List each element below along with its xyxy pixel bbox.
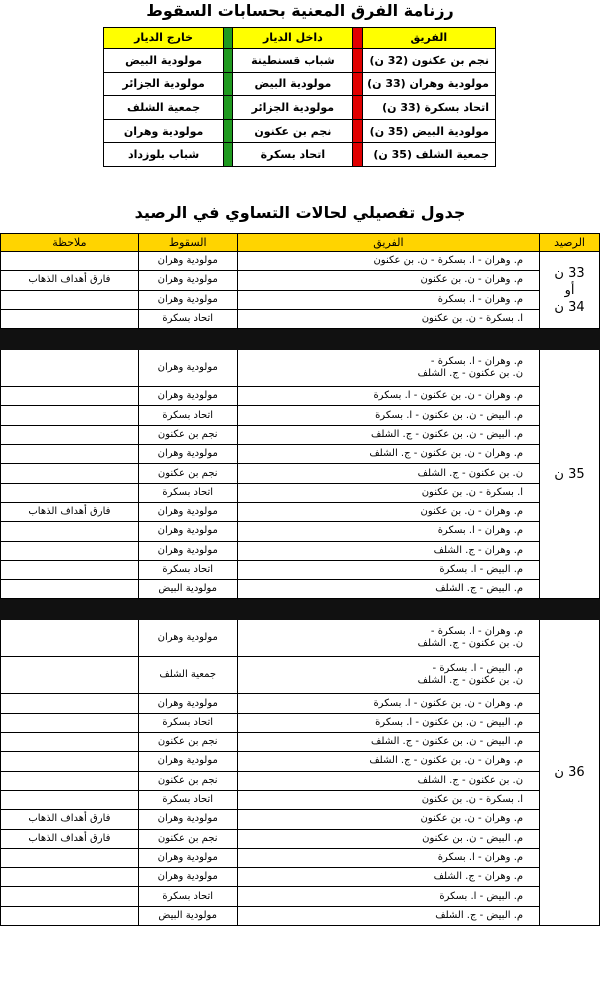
note-cell: فارق أهداف الذهاب: [1, 502, 139, 521]
relegated-cell: اتحاد بسكرة: [138, 483, 237, 502]
teams-line: م. وهران - ا. بسكرة -: [430, 356, 524, 368]
teams-line: م. البيض - ن. بن عكنون - ا. بسكرة: [375, 716, 524, 728]
note-cell: [1, 290, 139, 309]
teams-line: م. وهران - ا. بسكرة -: [430, 626, 524, 638]
band-cell: [1, 329, 600, 350]
tie-row: [1, 309, 600, 328]
teams-cell: [237, 906, 539, 925]
fixture-away: شباب بلوزداد: [104, 143, 224, 167]
teams-cell: [237, 425, 539, 444]
tie-row: [1, 620, 600, 657]
tie-row: [1, 290, 600, 309]
header-note: ملاحظة: [1, 234, 139, 252]
teams-line: ا. بسكرة - ن. بن عكنون: [421, 313, 524, 325]
fixtures-table: [103, 27, 496, 167]
fixture-team: نجم بن عكنون (32 ن): [362, 49, 495, 73]
tie-row: [1, 887, 600, 906]
tie-row: [1, 522, 600, 541]
teams-cell: [237, 483, 539, 502]
relegated-cell: مولودية وهران: [138, 290, 237, 309]
teams-line: ن. بن عكنون - ج. الشلف: [417, 467, 524, 479]
teams-line: م. وهران - ا. بسكرة: [437, 525, 524, 537]
tie-row: [1, 350, 600, 387]
teams-line: م. البيض - ج. الشلف: [435, 909, 524, 921]
note-cell: [1, 790, 139, 809]
teams-line: م. وهران - ج. الشلف: [433, 544, 524, 556]
teams-cell: [237, 752, 539, 771]
teams-cell: [237, 445, 539, 464]
separator-red: [353, 119, 362, 143]
tie-row: [1, 810, 600, 829]
relegated-cell: مولودية وهران: [138, 620, 237, 657]
relegated-cell: اتحاد بسكرة: [138, 406, 237, 425]
note-cell: فارق أهداف الذهاب: [1, 810, 139, 829]
fixture-row: [104, 49, 496, 73]
teams-cell: [237, 309, 539, 328]
teams-cell: [237, 771, 539, 790]
fixture-team: جمعية الشلف (35 ن): [362, 143, 495, 167]
relegated-cell: مولودية وهران: [138, 810, 237, 829]
note-cell: [1, 350, 139, 387]
note-cell: [1, 906, 139, 925]
points-line: 35 ن: [554, 466, 585, 482]
note-cell: [1, 541, 139, 560]
separator-green: [224, 49, 233, 73]
note-cell: [1, 252, 139, 271]
tie-row: [1, 406, 600, 425]
fixture-home: شباب قسنطينة: [233, 49, 353, 73]
teams-cell: [237, 541, 539, 560]
teams-line: م. وهران - ا. بسكرة - ن. بن عكنون: [373, 255, 524, 267]
teams-line: م. البيض - ا. بسكرة: [439, 564, 524, 575]
relegated-cell: مولودية وهران: [138, 868, 237, 887]
fixture-home: مولودية البيض: [233, 72, 353, 96]
relegated-cell: مولودية وهران: [138, 522, 237, 541]
relegated-cell: مولودية وهران: [138, 350, 237, 387]
teams-cell: [237, 810, 539, 829]
tie-row: [1, 733, 600, 752]
teams-line: م. البيض - ن. بن عكنون - ج. الشلف: [370, 736, 524, 748]
tie-row: [1, 502, 600, 521]
note-cell: [1, 464, 139, 483]
note-cell: [1, 387, 139, 406]
teams-line: م. البيض - ا. بسكرة -: [432, 663, 524, 675]
relegated-cell: نجم بن عكنون: [138, 733, 237, 752]
note-cell: [1, 657, 139, 694]
tie-row: [1, 848, 600, 867]
header-teams: الفريق: [237, 234, 539, 252]
fixture-away: جمعية الشلف: [104, 96, 224, 120]
tie-row: [1, 752, 600, 771]
points-cell: [540, 620, 600, 926]
points-line: 36 ن: [554, 765, 585, 781]
separator-red: [353, 143, 362, 167]
fixture-row: [104, 72, 496, 96]
tie-row: [1, 771, 600, 790]
note-cell: [1, 522, 139, 541]
tie-row: [1, 445, 600, 464]
points-line: 34 ن: [554, 299, 585, 315]
teams-cell: [237, 502, 539, 521]
fixture-team: مولودية وهران (33 ن): [362, 72, 495, 96]
fixture-row: [104, 96, 496, 120]
tie-detail-table: [0, 233, 600, 926]
teams-cell: [237, 713, 539, 732]
note-cell: [1, 620, 139, 657]
teams-cell: [237, 868, 539, 887]
teams-line: م. وهران - ن. بن عكنون - ا. بسكرة: [373, 697, 524, 709]
separator-green: [224, 96, 233, 120]
teams-line: م. وهران - ن. بن عكنون - ج. الشلف: [369, 448, 524, 460]
teams-line: ن. بن عكنون - ج. الشلف: [417, 638, 524, 650]
separator-red: [353, 96, 362, 120]
teams-cell: [237, 887, 539, 906]
note-cell: [1, 483, 139, 502]
tie-row: [1, 829, 600, 848]
teams-cell: [237, 290, 539, 309]
tie-row: [1, 713, 600, 732]
tie-row: [1, 541, 600, 560]
relegated-cell: مولودية وهران: [138, 252, 237, 271]
teams-line: ا. بسكرة - ن. بن عكنون: [421, 794, 524, 806]
relegated-cell: مولودية وهران: [138, 387, 237, 406]
relegated-cell: اتحاد بسكرة: [138, 309, 237, 328]
relegated-cell: مولودية وهران: [138, 752, 237, 771]
teams-line: ا. بسكرة - ن. بن عكنون: [421, 486, 524, 498]
tie-row: [1, 425, 600, 444]
tie-row: [1, 560, 600, 579]
teams-line: م. وهران - ن. بن عكنون: [420, 813, 524, 825]
separator-green: [224, 72, 233, 96]
teams-line: م. وهران - ن. بن عكنون - ج. الشلف: [369, 755, 524, 767]
separator-red: [353, 49, 362, 73]
tie-row: [1, 868, 600, 887]
teams-line: ن. بن عكنون - ج. الشلف: [417, 774, 524, 786]
group-separator-band: [1, 329, 600, 350]
fixture-home: مولودية الجزائر: [233, 96, 353, 120]
page-title: رزنامة الفرق المعنية بحسابات السقوط: [146, 1, 454, 20]
fixtures-header-row: [104, 28, 496, 49]
teams-line: م. وهران - ن. بن عكنون - ا. بسكرة: [373, 390, 524, 402]
teams-cell: [237, 790, 539, 809]
relegated-cell: مولودية البيض: [138, 580, 237, 599]
teams-line: م. البيض - ن. بن عكنون - ج. الشلف: [370, 428, 524, 440]
relegated-cell: مولودية وهران: [138, 445, 237, 464]
teams-cell: [237, 464, 539, 483]
note-cell: فارق أهداف الذهاب: [1, 271, 139, 290]
note-cell: [1, 848, 139, 867]
teams-line: م. وهران - ن. بن عكنون: [420, 274, 524, 286]
teams-cell: [237, 252, 539, 271]
teams-cell: [237, 387, 539, 406]
note-cell: [1, 425, 139, 444]
relegated-cell: مولودية وهران: [138, 271, 237, 290]
separator-red: [353, 72, 362, 96]
teams-line: م. البيض - ن. بن عكنون: [422, 832, 524, 844]
note-cell: [1, 868, 139, 887]
teams-line: م. وهران - ا. بسكرة: [437, 293, 524, 305]
note-cell: [1, 560, 139, 579]
header-away: خارج الديار: [104, 28, 224, 49]
relegated-cell: جمعية الشلف: [138, 657, 237, 694]
teams-cell: [237, 560, 539, 579]
tie-row: [1, 464, 600, 483]
relegated-cell: نجم بن عكنون: [138, 771, 237, 790]
relegated-cell: اتحاد بسكرة: [138, 713, 237, 732]
band-cell: [1, 599, 600, 620]
separator-green: [224, 119, 233, 143]
relegated-cell: مولودية وهران: [138, 848, 237, 867]
detail-header-row: [1, 234, 600, 252]
note-cell: [1, 694, 139, 713]
fixture-away: مولودية وهران: [104, 119, 224, 143]
fixture-row: [104, 119, 496, 143]
note-cell: [1, 713, 139, 732]
tie-row: [1, 483, 600, 502]
teams-line: م. وهران - ج. الشلف: [433, 871, 524, 883]
header-relegated: السقوط: [138, 234, 237, 252]
note-cell: [1, 580, 139, 599]
relegated-cell: مولودية البيض: [138, 906, 237, 925]
header-team: الفريق: [362, 28, 495, 49]
teams-line: ن. بن عكنون - ج. الشلف: [417, 368, 524, 380]
teams-line: م. البيض - ن. بن عكنون - ا. بسكرة: [375, 409, 524, 421]
tie-row: [1, 694, 600, 713]
tie-row: [1, 657, 600, 694]
teams-cell: [237, 271, 539, 290]
fixture-away: مولودية البيض: [104, 49, 224, 73]
teams-cell: [237, 848, 539, 867]
teams-cell: [237, 406, 539, 425]
fixture-away: مولودية الجزائر: [104, 72, 224, 96]
relegated-cell: مولودية وهران: [138, 694, 237, 713]
teams-cell: [237, 657, 539, 694]
teams-cell: [237, 350, 539, 387]
fixture-team: مولودية البيض (35 ن): [362, 119, 495, 143]
tie-row: [1, 271, 600, 290]
teams-line: م. وهران - ا. بسكرة: [437, 851, 524, 863]
teams-cell: [237, 694, 539, 713]
teams-cell: [237, 522, 539, 541]
note-cell: [1, 887, 139, 906]
tie-row: [1, 906, 600, 925]
relegated-cell: نجم بن عكنون: [138, 464, 237, 483]
fixture-row: [104, 143, 496, 167]
points-cell: [540, 350, 600, 599]
fixture-team: اتحاد بسكرة (33 ن): [362, 96, 495, 120]
teams-cell: [237, 829, 539, 848]
note-cell: [1, 733, 139, 752]
group-separator-band: [1, 599, 600, 620]
separator-green: [224, 28, 233, 49]
note-cell: [1, 445, 139, 464]
relegated-cell: اتحاد بسكرة: [138, 790, 237, 809]
note-cell: [1, 771, 139, 790]
points-line: أو: [564, 282, 575, 298]
tie-row: [1, 580, 600, 599]
note-cell: [1, 309, 139, 328]
fixture-home: نجم بن عكنون: [233, 119, 353, 143]
fixture-home: اتحاد بسكرة: [233, 143, 353, 167]
relegated-cell: مولودية وهران: [138, 502, 237, 521]
teams-cell: [237, 733, 539, 752]
header-home: داخل الديار: [233, 28, 353, 49]
tie-row: [1, 790, 600, 809]
teams-line: ن. بن عكنون - ج. الشلف: [417, 675, 524, 687]
relegated-cell: اتحاد بسكرة: [138, 560, 237, 579]
relegated-cell: اتحاد بسكرة: [138, 887, 237, 906]
relegated-cell: نجم بن عكنون: [138, 425, 237, 444]
relegated-cell: نجم بن عكنون: [138, 829, 237, 848]
relegated-cell: مولودية وهران: [138, 541, 237, 560]
header-points: الرصيد: [540, 234, 600, 252]
note-cell: [1, 406, 139, 425]
note-cell: فارق أهداف الذهاب: [1, 829, 139, 848]
detail-title: جدول تفصيلي لحالات التساوي في الرصيد: [134, 203, 466, 222]
points-cell: [540, 252, 600, 329]
separator-green: [224, 143, 233, 167]
teams-cell: [237, 580, 539, 599]
teams-line: م. وهران - ن. بن عكنون: [420, 506, 524, 518]
separator-red: [353, 28, 362, 49]
note-cell: [1, 752, 139, 771]
teams-cell: [237, 620, 539, 657]
points-line: 33 ن: [554, 265, 585, 281]
tie-row: [1, 387, 600, 406]
teams-line: م. البيض - ا. بسكرة: [439, 890, 524, 902]
tie-row: [1, 252, 600, 271]
teams-line: م. البيض - ج. الشلف: [435, 583, 524, 595]
